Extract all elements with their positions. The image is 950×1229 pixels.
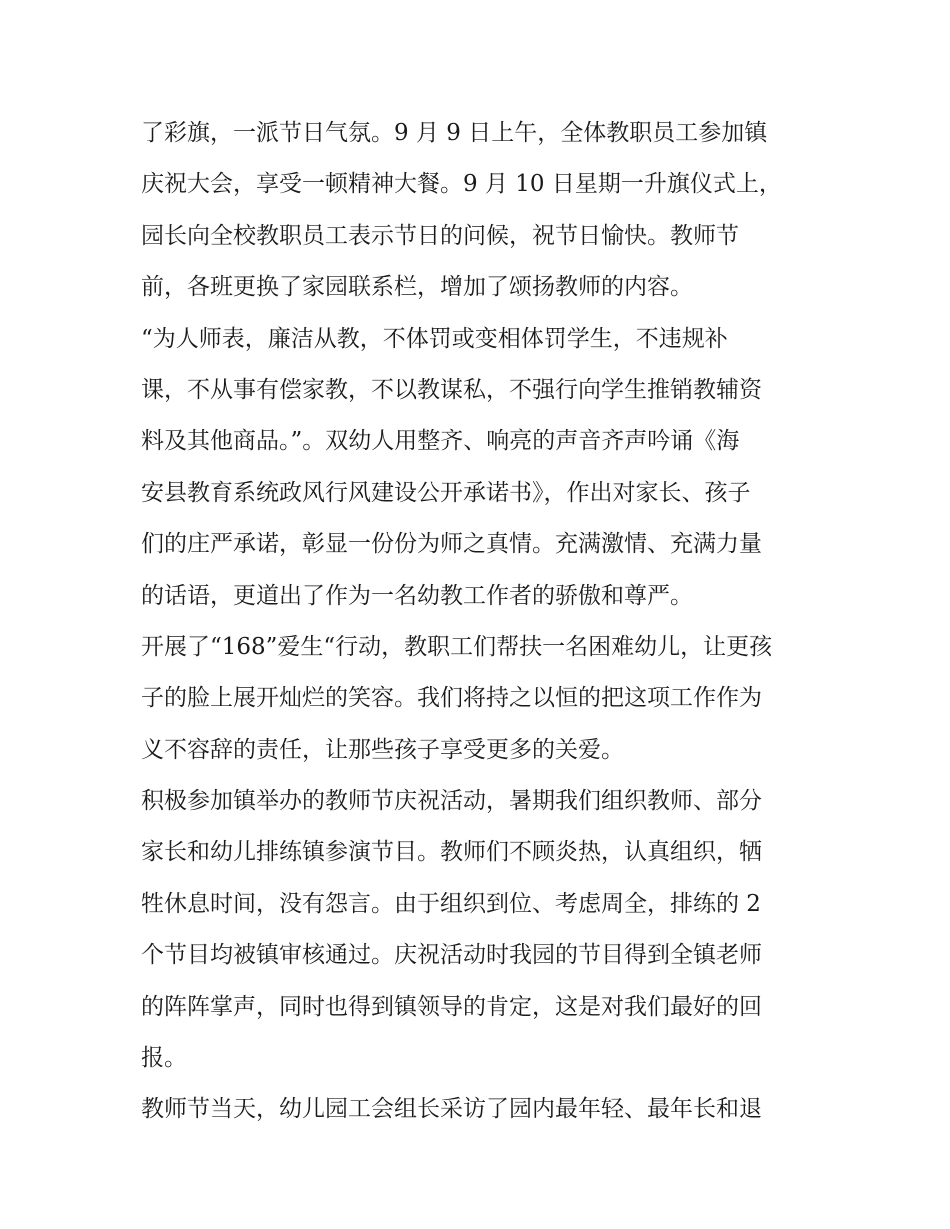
text-line: 教师节当天，幼儿园工会组长采访了园内最年轻、最年长和退 — [141, 1096, 762, 1123]
body-text — [141, 108, 821, 1136]
text-line: 园长向全校教职员工表示节日的问候，祝节日愉快。教师节 — [141, 222, 739, 249]
text-line: 课，不从事有偿家教，不以教谋私，不强行向学生推销教辅资 — [141, 376, 762, 403]
text-line: 个节目均被镇审核通过。庆祝活动时我园的节目得到全镇老师 — [141, 942, 762, 969]
text-line: 开展了“168”爱生“行动，教职工们帮扶一名困难幼儿，让更孩 — [141, 633, 773, 660]
text-line: 们的庄严承诺，彰显一份份为师之真情。充满激情、充满力量 — [141, 531, 762, 558]
text-line: 子的脸上展开灿烂的笑容。我们将持之以恒的把这项工作作为 — [141, 685, 762, 712]
text-line: 料及其他商品。”。双幼人用整齐、响亮的声音齐声吟诵《海 — [141, 428, 740, 455]
text-line: 了彩旗，一派节日气氛。9 月 9 日上午，全体教职员工参加镇 — [141, 120, 768, 146]
text-line: 积极参加镇举办的教师节庆祝活动，暑期我们组织教师、部分 — [141, 788, 762, 815]
text-line: 家长和幼儿排练镇参演节目。教师们不顾炎热，认真组织，牺 — [141, 839, 762, 866]
text-line: 的阵阵掌声，同时也得到镇领导的肯定，这是对我们最好的回 — [141, 993, 762, 1020]
text-line: 的话语，更道出了作为一名幼教工作者的骄傲和尊严。 — [141, 582, 693, 609]
text-line: 庆祝大会，享受一顿精神大餐。9 月 10 日星期一升旗仪式上， — [141, 171, 782, 198]
text-line: 义不容辞的责任，让那些孩子享受更多的关爱。 — [141, 736, 624, 763]
text-line: 牲休息时间，没有怨言。由于组织到位、考虑周全，排练的 2 — [141, 890, 761, 917]
text-line: 报。 — [141, 1045, 187, 1072]
text-line: 前，各班更换了家园联系栏，增加了颂扬教师的内容。 — [141, 274, 693, 301]
text-line: “为人师表，廉洁从教，不体罚或变相体罚学生，不违规补 — [141, 325, 728, 352]
text-line: 安县教育系统政风行风建设公开承诺书》，作出对家长、孩子 — [141, 479, 751, 506]
